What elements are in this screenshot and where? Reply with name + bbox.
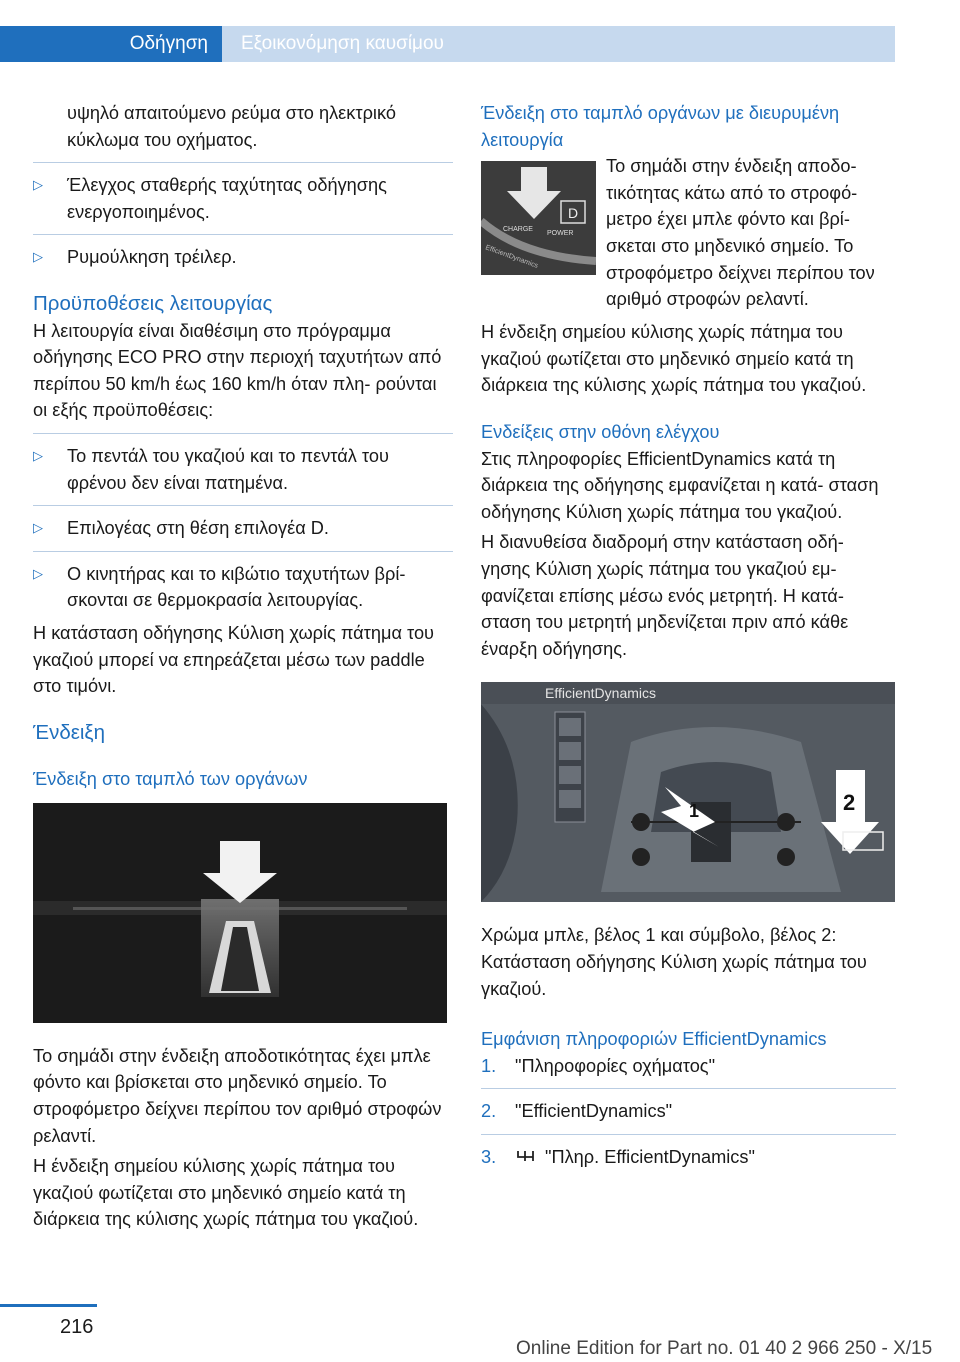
extended-gauge-figure: [481, 161, 596, 275]
divider: [33, 505, 453, 506]
list-item: ▷ Ο κινητήρας και το κιβώτιο ταχυτήτων βρί‐ σκονται σε θερμοκρασία λειτουργίας.: [33, 561, 453, 614]
divider: [481, 1134, 896, 1135]
bullet-triangle-icon: ▷: [33, 565, 43, 581]
svg-text:EfficientDynamics: EfficientDynamics: [484, 244, 539, 271]
footer-line: [0, 1304, 97, 1307]
divider: [33, 162, 453, 163]
page-number: 216: [60, 1316, 94, 1338]
divider: [33, 551, 453, 552]
continued-text: υψηλό απαιτούμενο ρεύμα στο ηλεκτρικό κύκλωμα του οχήματος.: [67, 103, 396, 150]
panel-text-2: Η ένδειξη σημείου κύλισης χωρίς πάτημα του γκαζιού φωτίζεται στο μηδενικό σημείο κατά τη διάρκεια της κύλισης χωρίς πάτημα του γκαζιού.: [33, 1156, 419, 1230]
divider: [481, 1088, 896, 1089]
state-text: Η κατάσταση οδήγησης Κύλιση χωρίς πάτημα του γκαζιού μπορεί να επηρεάζεται μέσω των paddle στο τιμόνι.: [33, 622, 435, 697]
display-heading: Ένδειξη: [33, 720, 106, 744]
list-item: ▷ Έλεγχος σταθερής ταχύτητας οδήγησης ενεργοποιημένος.: [33, 172, 453, 225]
screen-title: EfficientDynamics: [545, 685, 657, 702]
extended-block: [481, 153, 896, 313]
extended-text-2: Η ένδειξη σημείου κύλισης χωρίς πάτημα του γκαζιού φωτίζεται στο μηδενικό σημείο κατά τη διάρκεια της κύλισης χωρίς πάτημα του γκαζιού.: [481, 322, 867, 396]
step-item: 1. "Πληροφορίες οχήματος": [481, 1055, 716, 1076]
list-item: ▷ Το πεντάλ του γκαζιού και το πεντάλ του φρένου δεν είναι πατημένα.: [33, 443, 453, 496]
section-tab[interactable]: Εξοικονόμηση καυσίμου: [222, 26, 895, 62]
show-info-heading: Εμφάνιση πληροφοριών EfficientDynamics: [481, 1029, 827, 1050]
list-item: ▷ Επιλογέας στη θέση επιλογέα D.: [33, 515, 453, 542]
bullet-triangle-icon: ▷: [33, 177, 43, 193]
step-item: 2. "EfficientDynamics": [481, 1101, 673, 1122]
svg-text:CHARGE: CHARGE: [503, 226, 533, 234]
extended-heading: Ένδειξη στο ταμπλό οργάνων με διευρυμένη λειτουργία: [481, 103, 840, 150]
panel-text-1: Το σημάδι στην ένδειξη αποδοτικότητας έχει μπλε φόντο και βρίσκεται στο μηδενικό σημείο. Το στροφόμετρο δείχνει περίπου τον αριθμό στροφών ρελαντί.: [33, 1045, 442, 1146]
svg-text:1: 1: [689, 801, 700, 822]
extended-text-1: Το σημάδι στην ένδειξη αποδο‐ τικότητας κάτω από το στροφό‐ μετρο έχει μπλε φόντο και βρί‐ σκεται στο μηδενικό σημείο. Το στροφόμετρο δείχνει περίπου τον αριθμό στροφών ρελαντί.: [606, 156, 875, 310]
panel-heading: Ένδειξη στο ταμπλό των οργάνων: [33, 769, 308, 790]
bullet-triangle-icon: ▷: [33, 249, 43, 265]
color-text: Χρώμα μπλε, βέλος 1 και σύμβολο, βέλος 2: Κατάσταση οδήγησης Κύλιση χωρίς πάτημα του γκαζιού.: [481, 925, 867, 999]
bullet-triangle-icon: ▷: [33, 520, 43, 536]
bullet-triangle-icon: ▷: [33, 447, 43, 463]
control-text-1: Στις πληροφορίες EfficientDynamics κατά τη διάρκεια της οδήγησης εμφανίζεται η κατά‐ σταση οδήγησης Κύλιση χωρίς πάτημα του γκαζιού.: [481, 448, 879, 522]
control-text-2: Η διανυθείσα διαδρομή στην κατάσταση οδή‐ γησης Κύλιση χωρίς πάτημα του γκαζιού εμ‐ φανίζεται επίσης μέσω ενός μετρητή. Η κατά‐ σταση του μετρητή μηδενίζεται πριν από κάθε έναρξη οδήγησης.: [481, 532, 849, 659]
divider: [33, 234, 453, 235]
svg-text:D: D: [567, 205, 579, 222]
prereq-text: Η λειτουργία είναι διαθέσιμη στο πρόγραμμα οδήγησης ECO PRO στην περιοχή ταχυτήτων από περίπου 50 km/h έως 160 km/h όταν πλη‐ ρούνται οι εξής προϋποθέσεις:: [33, 320, 442, 421]
step-item: 3. "Πληρ. EfficientDynamics": [481, 1146, 755, 1167]
edition-text: Online Edition for Part no. 01 40 2 966 250 - X/15: [516, 1338, 933, 1359]
list-item: ▷ Ρυμούλκηση τρέιλερ.: [33, 244, 453, 271]
right-column: [481, 100, 896, 1170]
chapter-tab[interactable]: Οδήγηση: [0, 26, 222, 62]
svg-text:POWER: POWER: [547, 230, 574, 238]
divider: [33, 433, 453, 434]
control-display-screenshot: [481, 682, 895, 902]
left-column: [33, 100, 453, 1233]
page-header: [0, 0, 895, 62]
efficiency-indicator-image: [33, 803, 447, 1023]
prereq-heading: Προϋποθέσεις λειτουργίας: [33, 291, 273, 315]
svg-text:2: 2: [843, 790, 856, 816]
instrument-panel-figure: [33, 803, 447, 1023]
efficientdynamics-symbol-icon: [515, 1147, 537, 1165]
control-display-heading: Ενδείξεις στην οθόνη ελέγχου: [481, 421, 720, 442]
